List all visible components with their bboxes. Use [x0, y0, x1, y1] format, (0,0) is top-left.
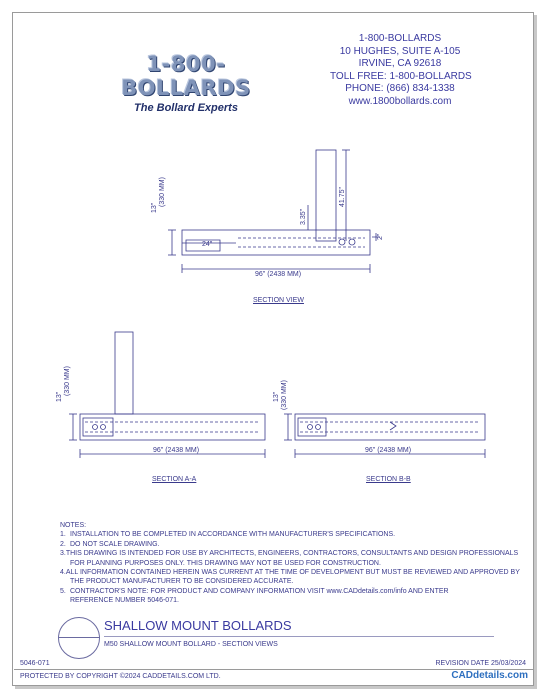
section-a-a-drawing: [55, 330, 275, 460]
note-item: 2. DO NOT SCALE DRAWING.: [60, 540, 160, 548]
caddetails-logo[interactable]: CADdetails.com: [451, 670, 528, 681]
sv-length-dim: 96" (2438 MM): [255, 271, 302, 278]
notes-heading: NOTES:: [60, 522, 87, 529]
b-height-mm: (330 MM): [281, 380, 288, 410]
b-height-in: 13": [273, 391, 280, 402]
company-logo: [102, 52, 270, 114]
bollard-post: [316, 150, 336, 241]
contact-phone: PHONE: (866) 834-1338: [345, 83, 455, 94]
copyright-notice: PROTECTED BY COPYRIGHT ©2024 CADDETAILS.COM LTD.: [20, 673, 221, 680]
caption-section-a-a: SECTION A-A: [152, 476, 197, 483]
sv-post-dim: 41.75": [339, 186, 346, 207]
caption-section-view: SECTION VIEW: [253, 297, 304, 304]
section-b-b-drawing: [270, 380, 495, 460]
note-item-continued: REFERENCE NUMBER 5046-071.: [70, 597, 179, 605]
note-item-continued: FOR PLANNING PURPOSES ONLY. THIS DRAWING MAY NOT BE USED FOR CONSTRUCTION.: [70, 559, 381, 567]
contact-website[interactable]: www.1800bollards.com: [348, 95, 452, 107]
a-length-dim: 96" (2438 MM): [153, 447, 200, 454]
a-post: [115, 332, 133, 414]
contact-toll-free: TOLL FREE: 1-800-BOLLARDS: [330, 70, 472, 82]
note-item: 4. ALL INFORMATION CONTAINED HEREIN WAS CURRENT AT THE TIME OF DEVELOPMENT BUT MUST BE REVIEWED AND APPROVED BY: [60, 569, 520, 577]
caption-section-b-b: SECTION B-B: [366, 476, 411, 483]
a-height-mm: (330 MM): [64, 366, 71, 396]
sv-inner-dim: 3.35": [300, 208, 307, 225]
notes-block: [60, 521, 520, 606]
revision-date: REVISION DATE 25/03/2024: [435, 660, 526, 667]
sv-small-dim: 2": [377, 233, 384, 240]
a-height-in: 13": [56, 391, 63, 402]
contact-block: [330, 33, 470, 108]
contact-company: 1-800-BOLLARDS: [358, 33, 442, 44]
section-view-drawing: [150, 145, 400, 280]
sv-offset-dim: 24": [202, 241, 213, 248]
section-marker-circle: [58, 617, 100, 659]
drawing-title: SHALLOW MOUNT BOLLARDS: [104, 618, 292, 633]
drawing-subtitle: M50 SHALLOW MOUNT BOLLARD - SECTION VIEWS: [104, 641, 278, 648]
b-length-dim: 96" (2438 MM): [365, 447, 412, 454]
note-item: 5. CONTRACTOR'S NOTE: FOR PRODUCT AND COMPANY INFORMATION VISIT www.CADdetails.com/info AND ENTER: [60, 587, 449, 595]
note-item-continued: THE PRODUCT MANUFACTURER TO BE CONSIDERED ACCURATE.: [70, 578, 294, 586]
sheet-number: 5046-071: [20, 660, 50, 667]
sv-height-mm: (330 MM): [159, 177, 166, 207]
title-divider: [104, 636, 494, 637]
contact-address-line1: 10 HUGHES, SUITE A-105: [339, 45, 461, 57]
note-item: 1. INSTALLATION TO BE COMPLETED IN ACCORDANCE WITH MANUFACTURER'S SPECIFICATIONS.: [60, 531, 396, 539]
sv-height-in: 13": [151, 202, 158, 213]
logo-tagline: The Bollard Experts: [134, 102, 238, 114]
note-item: 3. THIS DRAWING IS INTENDED FOR USE BY ARCHITECTS, ENGINEERS, CONTRACTORS, CONSULTANTS AND DESIGN PROFESSIONALS: [60, 550, 519, 558]
logo-name: 1-800-BOLLARDS: [121, 52, 251, 100]
contact-address-line2: IRVINE, CA 92618: [358, 58, 442, 69]
